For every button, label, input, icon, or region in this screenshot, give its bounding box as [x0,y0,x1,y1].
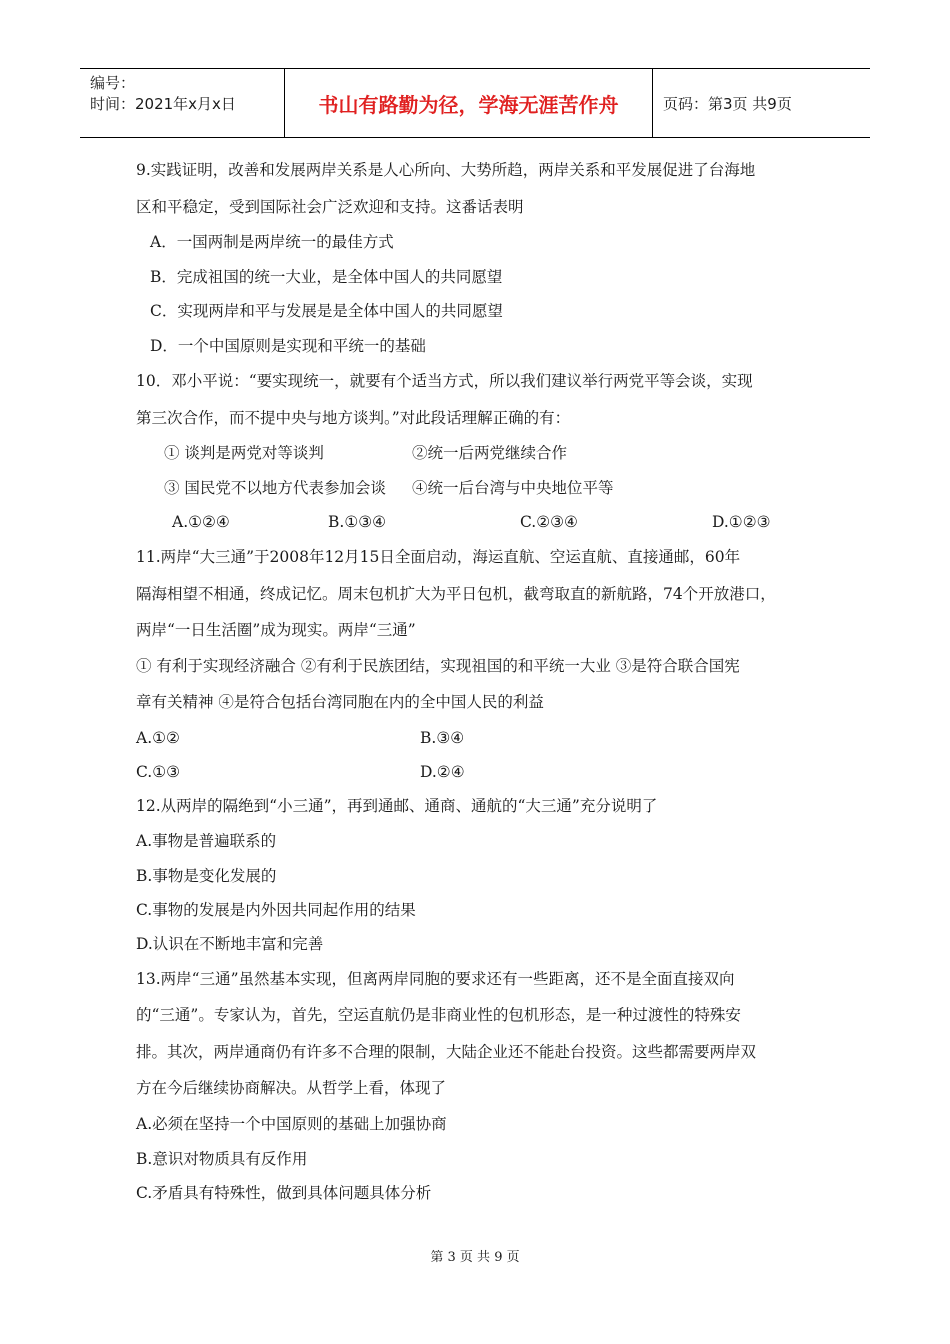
q12-option-b: B.事物是变化发展的 [136,867,277,885]
q10-statement-4: ④统一后台湾与中央地位平等 [412,479,614,497]
q9-stem-line2: 区和平稳定，受到国际社会广泛欢迎和支持。这番话表明 [136,198,524,216]
q9-stem-line1: 9.实践证明，改善和发展两岸关系是人心所向、大势所趋，两岸关系和平发展促进了台海地 [136,161,756,179]
motto: 书山有路勤为径，学海无涯苦作舟 [285,69,653,137]
q11-statements-line1: ① 有利于实现经济融合 ②有利于民族团结，实现祖国的和平统一大业 ③是符合联合国宪 [136,657,740,675]
q10-statement-1: ① 谈判是两党对等谈判 [164,444,324,462]
q10-statement-2: ②统一后两党继续合作 [412,444,568,462]
q9-option-c: C．实现两岸和平与发展是是全体中国人的共同愿望 [150,302,503,320]
page-info: 页码：第3页 共9页 [663,94,792,113]
q9-option-a: A．一国两制是两岸统一的最佳方式 [150,233,394,251]
q11-stem-line3: 两岸“一日生活圈”成为现实。两岸“三通” [136,621,416,639]
q11-stem-line2: 隔海相望不相通，终成记忆。周末包机扩大为平日包机，截弯取直的新航路，74个开放港口， [136,585,776,603]
q10-statement-3: ③ 国民党不以地方代表参加会谈 [164,479,386,497]
q13-option-c: C.矛盾具有特殊性，做到具体问题具体分析 [136,1184,432,1202]
header-meta [80,69,285,137]
q12-stem: 12.从两岸的隔绝到“小三通”，再到通邮、通商、通航的“大三通”充分说明了 [136,797,658,815]
q13-stem-line4: 方在今后继续协商解决。从哲学上看，体现了 [136,1079,447,1097]
q12-option-c: C.事物的发展是内外因共同起作用的结果 [136,901,416,919]
page-footer: 第 3 页 共 9 页 [430,1250,520,1265]
q11-option-c: C.①③ [136,763,181,781]
q13-option-a: A.必须在坚持一个中国原则的基础上加强协商 [136,1115,447,1133]
q10-option-d: D.①②③ [712,513,771,531]
q12-option-a: A.事物是普遍联系的 [136,832,277,850]
q13-option-b: B.意识对物质具有反作用 [136,1150,308,1168]
q10-option-c: C.②③④ [520,513,578,531]
q13-stem-line3: 排。其次，两岸通商仍有许多不合理的限制，大陆企业还不能赴台投资。这些都需要两岸双 [136,1043,757,1061]
q11-option-d: D.②④ [420,763,465,781]
q10-stem-line2: 第三次合作，而不提中央与地方谈判。”对此段话理解正确的有： [136,409,571,427]
q10-option-b: B.①③④ [328,513,387,531]
q13-stem-line2: 的“三通”。专家认为，首先，空运直航仍是非商业性的包机形态，是一种过渡性的特殊安 [136,1006,741,1024]
q11-option-a: A.①② [136,729,180,747]
q10-stem-line1: 10．邓小平说：“要实现统一，就要有个适当方式，所以我们建议举行两党平等会谈，实现 [136,372,753,390]
q9-option-b: B．完成祖国的统一大业，是全体中国人的共同愿望 [150,268,503,286]
number-label: 编号： [90,74,136,92]
q11-option-b: B.③④ [420,729,465,747]
q9-option-d: D．一个中国原则是实现和平统一的基础 [150,337,426,355]
q12-option-d: D.认识在不断地丰富和完善 [136,935,324,953]
q13-stem-line1: 13.两岸“三通”虽然基本实现，但离两岸同胞的要求还有一些距离，还不是全面直接双向 [136,970,735,988]
page-header [80,68,870,138]
q11-stem-line1: 11.两岸“大三通”于2008年12月15日全面启动，海运直航、空运直航、直接通邮，60年 [136,548,741,566]
date-label: 时间：2021年x月x日 [90,95,236,113]
q10-option-a: A.①②④ [172,513,230,531]
q11-statements-line2: 章有关精神 ④是符合包括台湾同胞在内的全中国人民的利益 [136,693,544,711]
